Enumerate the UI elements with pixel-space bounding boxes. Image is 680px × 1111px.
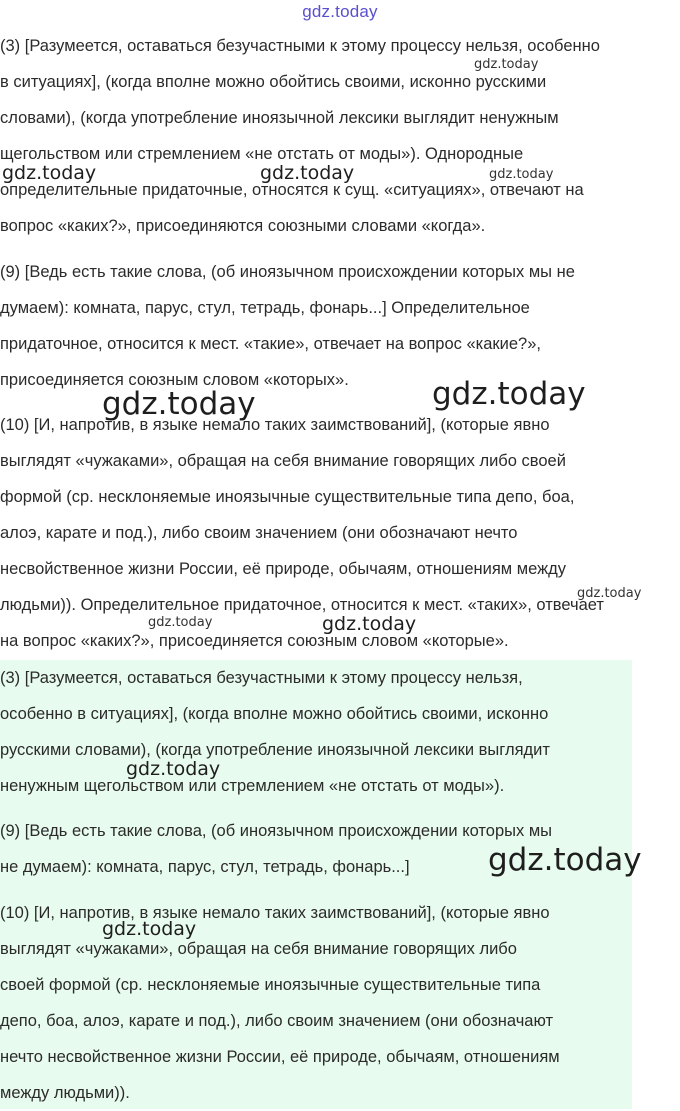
analysis-paragraph-10: (10) [И, напротив, в языке немало таких заимствований], (которые явно выглядят «чужаками», обращая на себя внимание говорящих либо своей формой (ср. несклоняемые иноязычные существительные типа депо, боа, алоэ, карате и под.), либо своим значением (они обозначают нечто несвойственное жизни России, её природе, обычаям, отношениям между людьми)). Определительное придаточное, относится к мест. «таких», отвечает на вопрос «каких?», присоединяется союзным словом «которые». <box>0 416 604 650</box>
watermark: gdz.today <box>577 586 642 601</box>
analysis-paragraph-3: (3) [Разумеется, оставаться безучастными к этому процессу нельзя, особенно в ситуациях], (когда вполне можно обойтись своими, исконно русскими словами), (когда употребление иноязычной лексики выглядит ненужным щегольством или стремлением «не отстать от моды»). Однородные определительные придаточные, относятся к сущ. «ситуациях», отвечают на вопрос «каких?», присоединяются союзными словами «когда». <box>0 37 600 235</box>
highlighted-sentence-10: (10) [И, напротив, в языке немало таких заимствований], (которые явно выглядят «чужаками», обращая на себя внимание говорящих либо своей формой (ср. несклоняемые иноязычные существительные типа депо, боа, алоэ, карате и под.), либо своим значением (они обозначают нечто несвойственное жизни России, её природе, обычаям, отношениям между людьми)). <box>0 904 560 1102</box>
watermark: gdz.today <box>148 615 213 630</box>
highlighted-answer-block <box>0 660 632 1109</box>
watermark: gdz.today <box>432 376 586 412</box>
analysis-paragraph-9: (9) [Ведь есть такие слова, (об иноязычном происхождении которых мы не думаем): комната, парус, стул, тетрадь, фонарь...] Определительное придаточное, относится к мест. «такие», отвечает на вопрос «какие?», присоединяется союзным словом «которых». <box>0 263 575 389</box>
site-logo[interactable]: gdz.today <box>302 2 378 21</box>
highlighted-sentence-3: (3) [Разумеется, оставаться безучастными к этому процессу нельзя, особенно в ситуациях], (когда вполне можно обойтись своими, исконно русскими словами), (когда употребление иноязычной лексики выглядит ненужным щегольством или стремлением «не отстать от моды»). <box>0 669 550 795</box>
watermark: gdz.today <box>489 167 554 182</box>
watermark: gdz.today <box>126 758 221 780</box>
watermark: gdz.today <box>474 57 539 72</box>
watermark: gdz.today <box>488 842 642 878</box>
watermark: gdz.today <box>2 162 97 184</box>
watermark: gdz.today <box>322 613 417 635</box>
watermark: gdz.today <box>260 162 355 184</box>
watermark: gdz.today <box>102 386 256 422</box>
highlighted-sentence-9: (9) [Ведь есть такие слова, (об иноязычном происхождении которых мы не думаем): комната, парус, стул, тетрадь, фонарь...] <box>0 822 553 876</box>
watermark: gdz.today <box>102 918 197 940</box>
